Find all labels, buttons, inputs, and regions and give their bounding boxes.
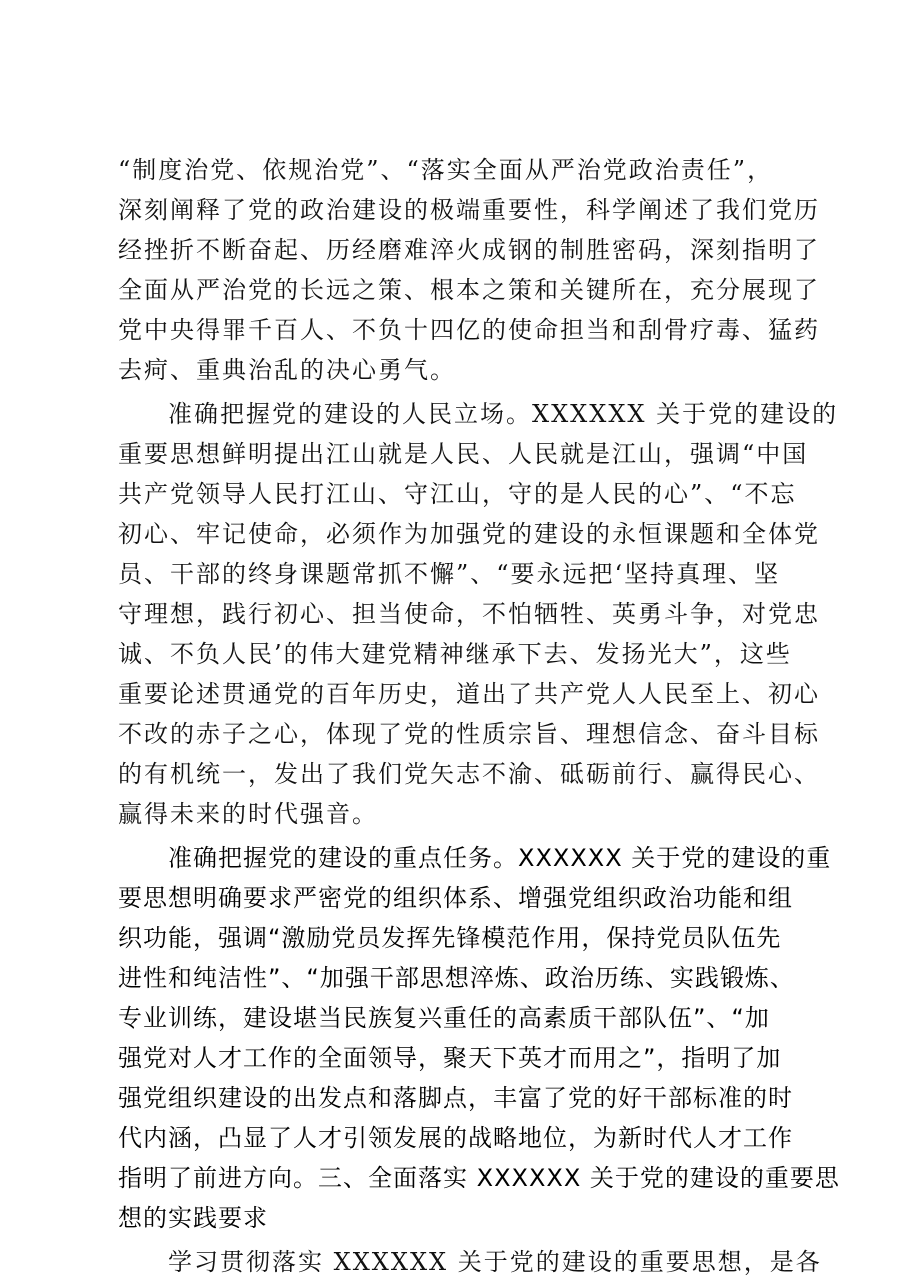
text-line: 指明了前进方向。三、全面落实 XXXXXX 关于党的建设的重要思 — [118, 1164, 840, 1192]
text-line: 经挫折不断奋起、历经磨难淬火成钢的制胜密码，深刻指明了 — [118, 236, 820, 264]
text-line: 去疴、重典治乱的决心勇气。 — [118, 356, 456, 384]
text-line: 想的实践要求 — [118, 1204, 268, 1232]
text-line: 不改的赤子之心，体现了党的性质宗旨、理想信念、奋斗目标 — [118, 720, 820, 748]
text-line: 进性和纯洁性”、“加强干部思想淬炼、政治历练、实践锻炼、 — [118, 964, 795, 992]
text-line: 深刻阐释了党的政治建设的极端重要性，科学阐述了我们党历 — [118, 196, 820, 224]
text-line: 学习贯彻落实 XXXXXX 关于党的建设的重要思想，是各 — [168, 1248, 822, 1276]
text-line: 重要思想鲜明提出江山就是人民、人民就是江山，强调“中国 — [118, 440, 809, 468]
text-line: 共产党领导人民打江山、守江山，守的是人民的心”、“不忘 — [118, 480, 797, 508]
text-line: 全面从严治党的长远之策、根本之策和关键所在，充分展现了 — [118, 276, 820, 304]
text-line: 员、干部的终身课题常抓不懈”、“要永远把‘坚持真理、坚 — [118, 560, 781, 588]
text-line: “制度治党、依规治党”、“落实全面从严治党政治责任”， — [118, 156, 774, 184]
text-line: 代内涵，凸显了人才引领发展的战略地位，为新时代人才工作 — [118, 1124, 793, 1152]
text-line: 守理想，践行初心、担当使命，不怕牺牲、英勇斗争，对党忠 — [118, 600, 820, 628]
text-line: 准确把握党的建设的重点任务。XXXXXX 关于党的建设的重 — [168, 844, 832, 872]
text-line: 准确把握党的建设的人民立场。XXXXXX 关于党的建设的 — [168, 400, 839, 428]
text-line: 强党对人才工作的全面领导，聚天下英才而用之”，指明了加 — [118, 1044, 782, 1072]
text-line: 党中央得罪千百人、不负十四亿的使命担当和刮骨疗毒、猛药 — [118, 316, 820, 344]
text-line: 强党组织建设的出发点和落脚点，丰富了党的好干部标准的时 — [118, 1084, 793, 1112]
text-line: 织功能，强调“激励党员发挥先锋模范作用，保持党员队伍先 — [118, 924, 782, 952]
text-line: 初心、牢记使命，必须作为加强党的建设的永恒课题和全体党 — [118, 520, 820, 548]
text-line: 的有机统一，发出了我们党矢志不渝、砥砺前行、赢得民心、 — [118, 760, 820, 788]
text-line: 赢得未来的时代强音。 — [118, 800, 378, 828]
text-line: 重要论述贯通党的百年历史，道出了共产党人人民至上、初心 — [118, 680, 820, 708]
text-line: 专业训练，建设堪当民族复兴重任的高素质干部队伍”、“加 — [118, 1004, 770, 1032]
text-line: 要思想明确要求严密党的组织体系、增强党组织政治功能和组 — [118, 884, 793, 912]
text-line: 诚、不负人民’的伟大建党精神继承下去、发扬光大”，这些 — [118, 640, 792, 668]
